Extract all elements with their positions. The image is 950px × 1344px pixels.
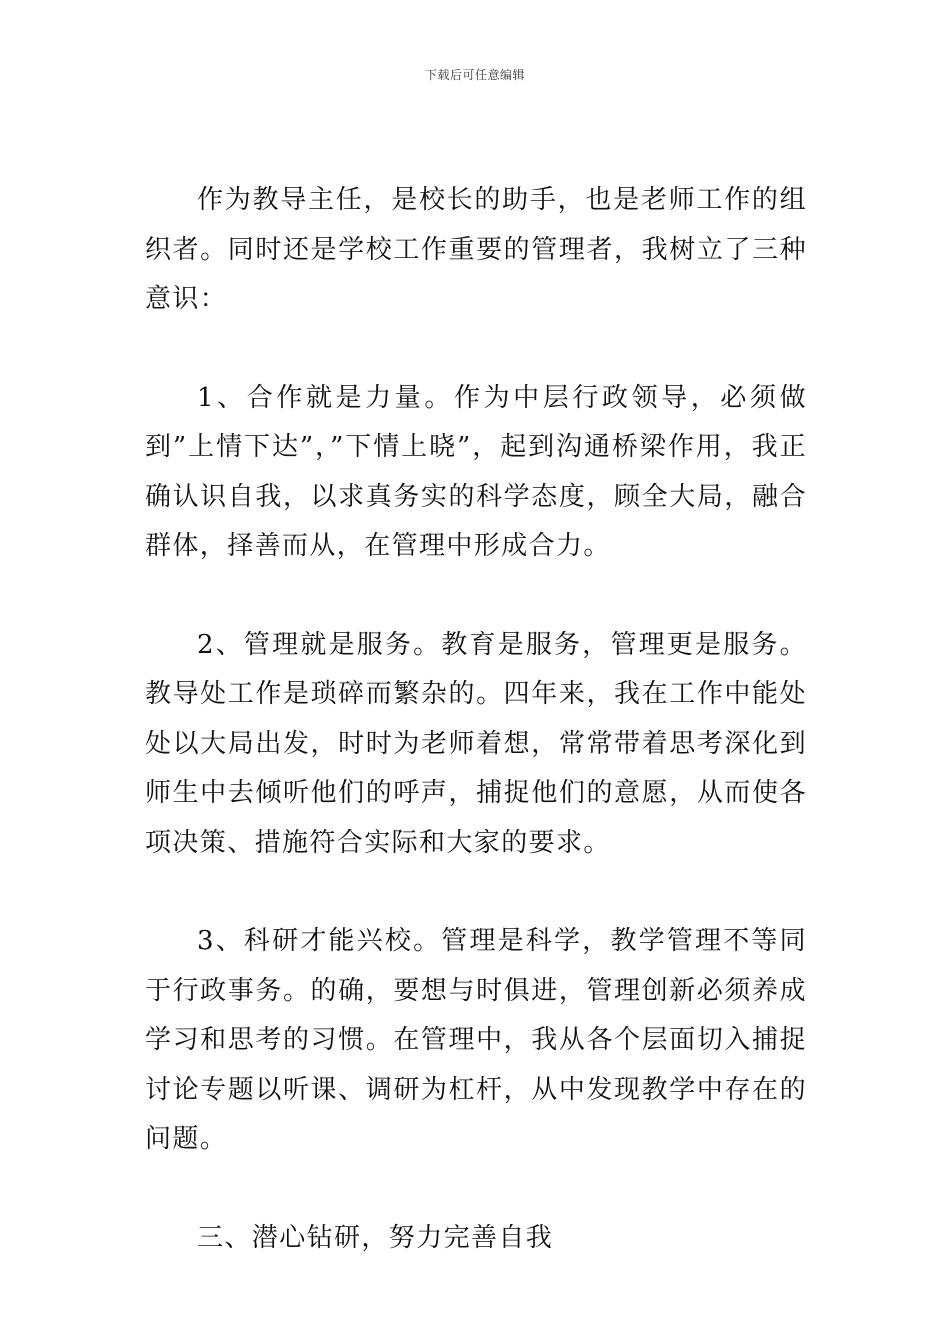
header-note: 下载后可任意编辑 [424,68,525,82]
paragraph-cooperation: 1、合作就是力量。作为中层行政领导，必须做到”上情下达”，”下情上晓”，起到沟通桥梁作用，我正确认识自我，以求真务实的科学态度，顾全大局，融合群体，择善而从，在管理中形成合力。 [145,382,807,561]
document-body [145,176,807,1263]
paragraph-intro: 作为教导主任，是校长的助手，也是老师工作的组织者。同时还是学校工作重要的管理者，我树立了三种意识： [145,185,807,314]
paragraph-research: 3、科研才能兴校。管理是科学，教学管理不等同于行政事务。的确，要想与时俱进，管理创新必须养成学习和思考的习惯。在管理中，我从各个层面切入捕捉讨论专题以听课、调研为杠杆，从中发现教学中存在的问题。 [145,926,807,1154]
paragraph-service: 2、管理就是服务。教育是服务，管理更是服务。教导处工作是琐碎而繁杂的。四年来，我在工作中能处处以大局出发，时时为老师着想，常常带着思考深化到师生中去倾听他们的呼声，捕捉他们的意愿，从而使各项决策、措施符合实际和大家的要求。 [145,629,807,858]
section-heading: 三、潜心钻研，努力完善自我 [197,1222,554,1253]
